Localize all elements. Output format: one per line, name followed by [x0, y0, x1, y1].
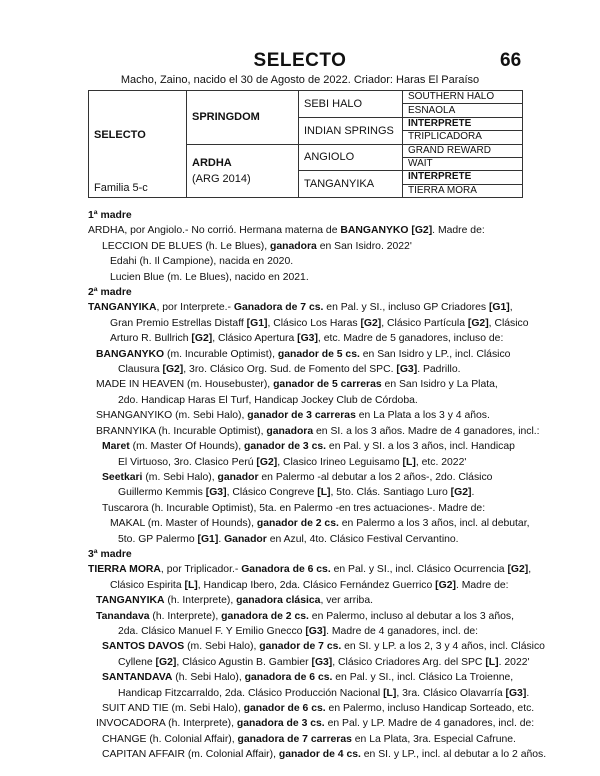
record-line: [88, 362, 528, 377]
record-line: [88, 455, 528, 470]
record-line: [88, 639, 545, 654]
pedigree-dam: ARDHA: [192, 156, 232, 169]
text-segment: Gran Premio Estrellas Distaff: [110, 317, 247, 329]
text-segment: ,: [528, 564, 532, 576]
text-segment: ganadora: [270, 240, 317, 252]
text-segment: ganador de 2 cs.: [256, 518, 339, 530]
produce-record: [88, 208, 547, 763]
text-segment: Ganadora de 7 cs.: [233, 302, 324, 314]
page-title: SELECTO: [253, 50, 347, 71]
pedigree-g3-2: INTERPRETE: [403, 117, 523, 130]
record-line: [88, 270, 528, 285]
text-segment: [G3]: [311, 656, 333, 668]
text-segment: (m. Incurable Optimist),: [164, 348, 278, 360]
pedigree-g3-6: INTERPRETE: [403, 171, 523, 184]
record-line: [88, 532, 528, 547]
text-segment: 5to. GP Palermo: [118, 533, 198, 545]
text-segment: en Azul, 4to. Clásico Festival Cervantino.: [266, 533, 459, 545]
text-segment: TIERRA MORA: [88, 564, 161, 576]
pedigree-g3-0: SOUTHERN HALO: [403, 91, 523, 104]
text-segment: (h. Interprete),: [149, 610, 222, 622]
text-segment: en SI. a los 3 años. Madre de 4 ganadores, incl.:: [313, 425, 540, 437]
text-segment: ganador de 5 carreras: [273, 379, 382, 391]
text-segment: en Palermo a los 3 años, incl. al debutar,: [338, 518, 530, 530]
text-segment: en Palermo, incluso al debutar a los 3 años,: [308, 610, 514, 622]
text-segment: SHANGANYIKO (m. Sebi Halo),: [96, 410, 248, 422]
text-segment: en San Isidro y LP., incl. Clásico: [359, 348, 511, 360]
record-line: [88, 701, 535, 716]
text-segment: 3ª madre: [88, 548, 132, 560]
pedigree-g3-3: TRIPLICADORA: [403, 131, 523, 144]
text-segment: CAPITAN AFFAIR (m. Colonial Affair),: [102, 749, 279, 761]
text-segment: , Clásico Partícula: [381, 317, 468, 329]
text-segment: [G3]: [305, 625, 327, 637]
text-segment: [L]: [402, 456, 416, 468]
text-segment: Lucien Blue (m. Le Blues), nacido en 2021.: [110, 271, 309, 283]
text-segment: ganador: [217, 471, 259, 483]
record-line: [88, 501, 528, 516]
text-segment: , ver arriba.: [320, 595, 373, 607]
text-segment: , etc. 2022': [415, 456, 467, 468]
text-segment: INVOCADORA (h. Interprete),: [96, 718, 237, 730]
text-segment: , por Triplicador.-: [160, 564, 242, 576]
pedigree-g3-7: TIERRA MORA: [403, 184, 523, 197]
record-line: [88, 424, 540, 439]
record-line: [88, 300, 528, 315]
text-segment: , por Interprete.-: [156, 302, 234, 314]
text-segment: , Clásico Agustin B. Gambier: [176, 656, 312, 668]
text-segment: , Clásico Apertura: [212, 333, 298, 345]
text-segment: , Clásico Criadores Arg. del SPC: [332, 656, 486, 668]
record-line: [88, 316, 528, 331]
record-line: [88, 254, 528, 269]
record-line: [88, 562, 532, 577]
record-line: [88, 470, 528, 485]
pedigree-sire-dam: INDIAN SPRINGS: [299, 117, 403, 144]
section-heading: [88, 547, 528, 562]
pedigree-sire: SPRINGDOM: [187, 91, 299, 145]
text-segment: , Clásico: [488, 317, 529, 329]
text-segment: ganadora clásica: [236, 595, 321, 607]
text-segment: SUIT AND TIE (m. Sebi Halo),: [102, 703, 244, 714]
record-line: [88, 393, 528, 408]
record-line: [88, 439, 528, 454]
text-segment: ganador de 7 cs.: [259, 641, 342, 653]
text-segment: Guillermo Kemmis: [118, 487, 206, 499]
text-segment: Tanandava: [96, 610, 150, 622]
text-segment: SANTOS DAVOS: [102, 641, 185, 653]
text-segment: Handicap Fitzcarraldo, 2da. Clásico Producción Nacional: [118, 687, 384, 699]
text-segment: en Pal. y SI., incl. Clásico Ocurrencia: [330, 564, 508, 576]
text-segment: [G2]: [467, 317, 489, 329]
record-line: [88, 377, 528, 392]
text-segment: ganadora de 7 carreras: [237, 733, 352, 745]
section-heading: [88, 285, 528, 300]
record-line: [88, 239, 528, 254]
text-segment: Clausura: [118, 364, 163, 376]
text-segment: en San Isidro y La Plata,: [381, 379, 498, 391]
record-line: [88, 485, 528, 500]
text-segment: en San Isidro. 2022': [316, 240, 412, 252]
text-segment: en Palermo -al debutar a los 2 años-, 2do. Clásico: [258, 471, 493, 483]
text-segment: en SI. y LP., incl. al debutar a lo 2 años.: [360, 749, 547, 761]
text-segment: ganador de 5 cs.: [277, 348, 360, 360]
record-line: [88, 578, 528, 593]
section-heading: [88, 208, 528, 223]
record-line: [88, 747, 547, 762]
text-segment: en Pal. y SI., incl. Clásico La Troienne,: [332, 672, 514, 684]
text-segment: [G2]: [162, 364, 184, 376]
pedigree-family: Familia 5-c: [94, 182, 148, 194]
text-segment: ganadora: [266, 425, 314, 437]
text-segment: .: [218, 533, 225, 545]
text-segment: 2da. Clásico Manuel F. Y Emilio Gnecco: [118, 625, 306, 637]
text-segment: ARDHA, por Angiolo.- No corrió. Hermana materna de: [88, 225, 341, 237]
text-segment: en La Plata a los 3 y 4 años.: [355, 410, 490, 422]
text-segment: (h. Interprete),: [164, 595, 237, 607]
text-segment: , Handicap Ibero, 2da. Clásico Fernández Guerrico: [197, 579, 436, 591]
pedigree-dam-cell: [187, 144, 299, 198]
text-segment: [L]: [485, 656, 499, 668]
horse-subtitle: Macho, Zaino, nacido el 30 de Agosto de 2022. Criador: Haras El Paraíso: [120, 74, 480, 86]
text-segment: [G3]: [505, 687, 527, 699]
pedigree-g3-4: GRAND REWARD: [403, 144, 523, 157]
record-line: [88, 347, 528, 362]
text-segment: . Madre de:: [455, 579, 509, 591]
text-segment: BRANNYIKA (h. Incurable Optimist),: [96, 425, 267, 437]
text-segment: (m. Sebi Halo),: [142, 471, 218, 483]
text-segment: Maret: [102, 441, 130, 453]
record-line: [88, 655, 528, 670]
pedigree-horse-cell: [89, 91, 187, 198]
text-segment: Seetkari: [102, 471, 143, 483]
text-segment: . Padrillo.: [417, 364, 461, 376]
pedigree-g3-5: WAIT: [403, 157, 523, 170]
text-segment: , Clásico Los Haras: [267, 317, 361, 329]
text-segment: , 3ro. Clásico Org. Sud. de Fomento del SPC.: [183, 364, 397, 376]
text-segment: [G2]: [507, 564, 529, 576]
text-segment: [G1]: [197, 533, 219, 545]
text-segment: Tuscarora (h. Incurable Optimist), 5ta. en Palermo -en tres actuaciones-. Madre de:: [102, 502, 486, 514]
text-segment: MAKAL (m. Master of Hounds),: [110, 518, 257, 530]
record-line: [88, 331, 528, 346]
text-segment: , 3ra. Clásico Olavarría: [396, 687, 506, 699]
text-segment: [G3]: [297, 333, 318, 345]
text-segment: . Madre de 4 ganadores, incl. de:: [326, 625, 479, 637]
record-line: [88, 732, 528, 747]
text-segment: Ganadora de 6 cs.: [241, 564, 331, 576]
text-segment: ganadora de 2 cs.: [221, 610, 309, 622]
text-segment: [G2]: [435, 579, 456, 591]
record-line: [88, 716, 535, 731]
text-segment: , Clásico Congreve: [226, 487, 318, 499]
page-number: 66: [500, 50, 522, 71]
text-segment: (h. Sebi Halo),: [172, 672, 245, 684]
text-segment: BANGANYKO: [96, 348, 165, 360]
text-segment: [G2]: [450, 487, 472, 499]
text-segment: ganador de 3 carreras: [247, 410, 356, 422]
text-segment: ganador de 3 cs.: [244, 441, 327, 453]
text-segment: Arturo R. Bullrich: [110, 333, 192, 345]
text-segment: . 2022': [498, 656, 530, 668]
text-segment: [G2]: [155, 656, 177, 668]
text-segment: en Pal. y SI. a los 3 años, incl. Handicap: [326, 441, 515, 453]
record-line: [88, 593, 528, 608]
text-segment: 2do. Handicap Haras El Turf, Handicap Jockey Club de Córdoba.: [118, 394, 418, 406]
text-segment: ganador de 4 cs.: [278, 749, 361, 761]
text-segment: , etc. Madre de 5 ganadores, incluso de:: [317, 333, 504, 345]
record-line: [88, 516, 528, 531]
text-segment: ,: [509, 302, 513, 314]
text-segment: en Pal. y LP. Madre de 4 ganadores, incl. de:: [324, 718, 535, 730]
text-segment: en Palermo, incluso Handicap Sorteado, etc.: [325, 703, 535, 714]
text-segment: 2ª madre: [88, 287, 132, 299]
record-line: [88, 223, 528, 238]
text-segment: [G2]: [256, 456, 278, 468]
record-line: [88, 624, 528, 639]
text-segment: , 5to. Clás. Santiago Luro: [330, 487, 451, 499]
text-segment: BANGANYKO [G2]: [340, 225, 433, 237]
pedigree-sire-sire: SEBI HALO: [299, 91, 403, 118]
text-segment: (m. Sebi Halo),: [184, 641, 260, 653]
text-segment: [L]: [184, 579, 198, 591]
text-segment: (m. Master Of Hounds),: [129, 441, 245, 453]
text-segment: . Madre de:: [432, 225, 485, 237]
text-segment: LECCION DE BLUES (h. Le Blues),: [102, 240, 271, 252]
text-segment: Ganador: [224, 533, 267, 545]
text-segment: TANGANYIKA: [96, 595, 165, 607]
text-segment: Edahi (h. Il Campione), nacida en 2020.: [110, 256, 294, 268]
text-segment: , Clasico Irineo Leguisamo: [277, 456, 403, 468]
record-line: [88, 408, 528, 423]
record-line: [88, 686, 528, 701]
text-segment: ganador de 6 cs.: [243, 703, 326, 714]
text-segment: El Virtuoso, 3ro. Clasico Perú: [118, 456, 257, 468]
text-segment: en La Plata, 3ra. Especial Cafrune.: [351, 733, 516, 745]
text-segment: [G1]: [488, 302, 510, 314]
text-segment: en Pal. y SI., incluso GP Criadores: [323, 302, 489, 314]
pedigree-dam-sire: ANGIOLO: [299, 144, 403, 171]
pedigree-table: [88, 90, 523, 198]
text-segment: SANTANDAVA: [102, 672, 173, 684]
record-line: [88, 670, 528, 685]
pedigree-horse: SELECTO: [94, 129, 146, 141]
text-segment: Cyllene: [118, 656, 156, 668]
text-segment: 1ª madre: [88, 210, 132, 221]
text-segment: .: [526, 687, 530, 699]
text-segment: MADE IN HEAVEN (m. Housebuster),: [96, 379, 274, 391]
text-segment: [G2]: [360, 317, 382, 329]
text-segment: [G1]: [246, 317, 268, 329]
pedigree-g3-1: ESNAOLA: [403, 104, 523, 117]
pedigree-dam-dam: TANGANYIKA: [299, 171, 403, 198]
text-segment: [L]: [383, 687, 397, 699]
text-segment: [G3]: [205, 487, 227, 499]
text-segment: CHANGE (h. Colonial Affair),: [102, 733, 238, 745]
text-segment: [L]: [317, 487, 331, 499]
text-segment: ganadora de 6 cs.: [244, 672, 333, 684]
record-line: [88, 609, 528, 624]
text-segment: TANGANYIKA: [88, 302, 157, 314]
text-segment: [G3]: [396, 364, 418, 376]
text-segment: ganadora de 3 cs.: [236, 718, 325, 730]
text-segment: [G2]: [191, 333, 213, 345]
text-segment: .: [471, 487, 475, 499]
text-segment: en SI. y LP. a los 2, 3 y 4 años, incl. Clásico: [341, 641, 545, 653]
text-segment: Clásico Espirita: [110, 579, 185, 591]
pedigree-dam-note: (ARG 2014): [192, 172, 251, 185]
